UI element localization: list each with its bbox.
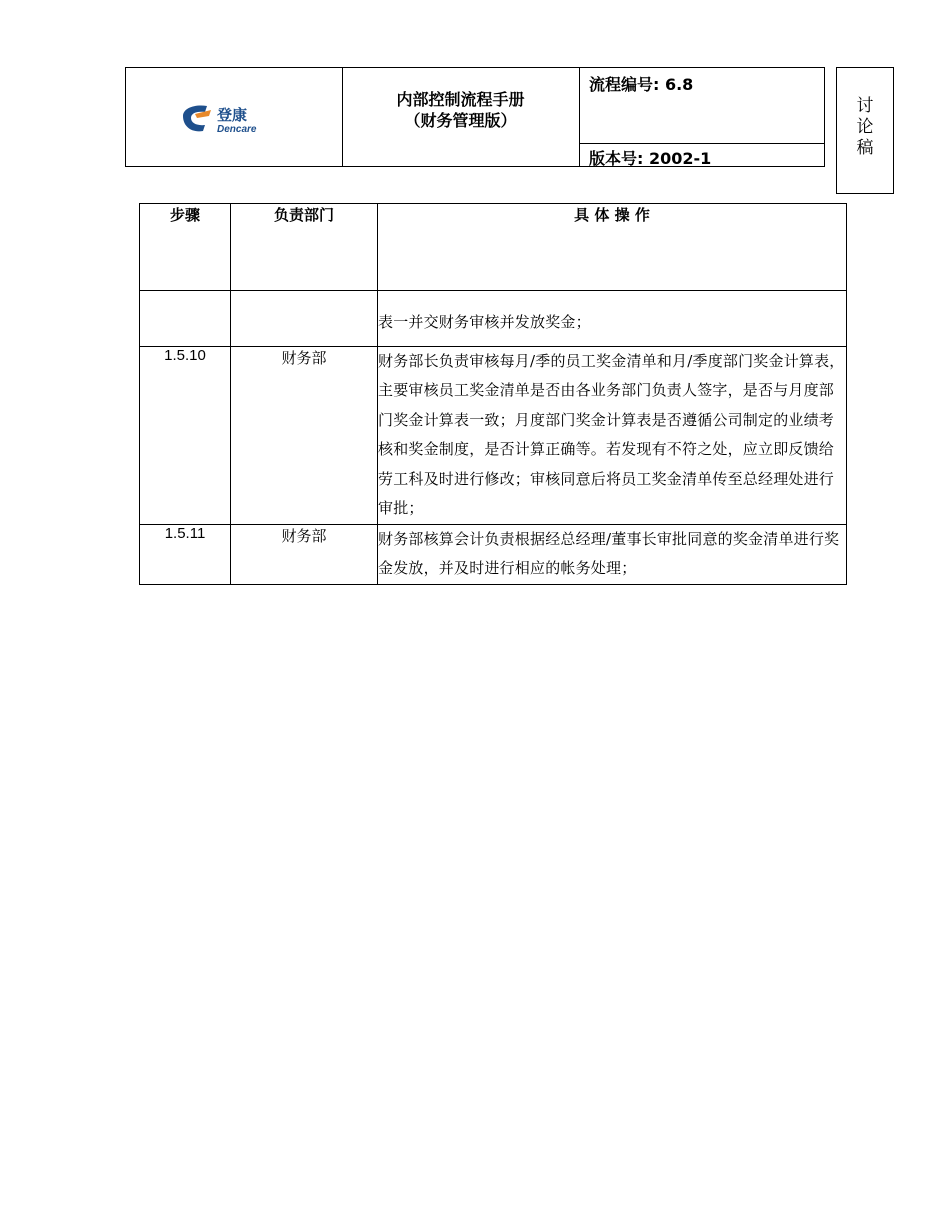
dept-cell: 财务部 — [231, 346, 378, 524]
draft-stamp — [836, 67, 894, 194]
operation-cell: 财务部核算会计负责根据经总经理/董事长审批同意的奖金清单进行奖金发放，并及时进行相应的帐务处理； — [378, 524, 847, 584]
document-header — [125, 67, 825, 167]
table-row — [140, 346, 847, 524]
step-cell — [140, 291, 231, 347]
dept-cell: 财务部 — [231, 524, 378, 584]
dept-cell — [231, 291, 378, 347]
table-row — [140, 524, 847, 584]
operation-cell: 表一并交财务审核并发放奖金； — [378, 291, 847, 347]
draft-char: 论 — [856, 117, 874, 137]
draft-char: 讨 — [856, 96, 874, 116]
procedure-table — [139, 203, 847, 585]
dencare-logo — [181, 102, 281, 138]
table-row — [140, 291, 847, 347]
operation-cell: 财务部长负责审核每月/季的员工奖金清单和月/季度部门奖金计算表，主要审核员工奖金清单是否由各业务部门负责人签字，是否与月度部门奖金计算表一致；月度部门奖金计算表是否遵循公司制定的业绩考核和奖金制度，是否计算正确等。若发现有不符之处，应立即反馈给劳工科及时进行修改；审核同意后将员工奖金清单传至总经理处进行审批； — [378, 346, 847, 524]
col-header-operation: 具 体 操 作 — [378, 204, 847, 291]
svg-text:登康: 登康 — [217, 106, 248, 124]
version-number-row — [580, 144, 824, 166]
process-number: 流程编号: 6.8 — [589, 75, 694, 94]
step-cell: 1.5.10 — [140, 346, 231, 524]
svg-text:Dencare: Dencare — [217, 124, 257, 135]
manual-subtitle: （财务管理版） — [404, 111, 517, 130]
doc-info-cell — [580, 68, 824, 166]
draft-char: 稿 — [856, 138, 874, 158]
manual-title-cell — [342, 68, 580, 166]
col-header-step: 步骤 — [140, 204, 231, 291]
step-cell: 1.5.11 — [140, 524, 231, 584]
col-header-dept: 负责部门 — [231, 204, 378, 291]
logo-cell — [126, 68, 343, 166]
manual-title: 内部控制流程手册 — [396, 90, 525, 109]
version-number: 版本号: 2002-1 — [589, 149, 712, 168]
process-number-row — [580, 68, 824, 144]
table-header-row — [140, 204, 847, 291]
